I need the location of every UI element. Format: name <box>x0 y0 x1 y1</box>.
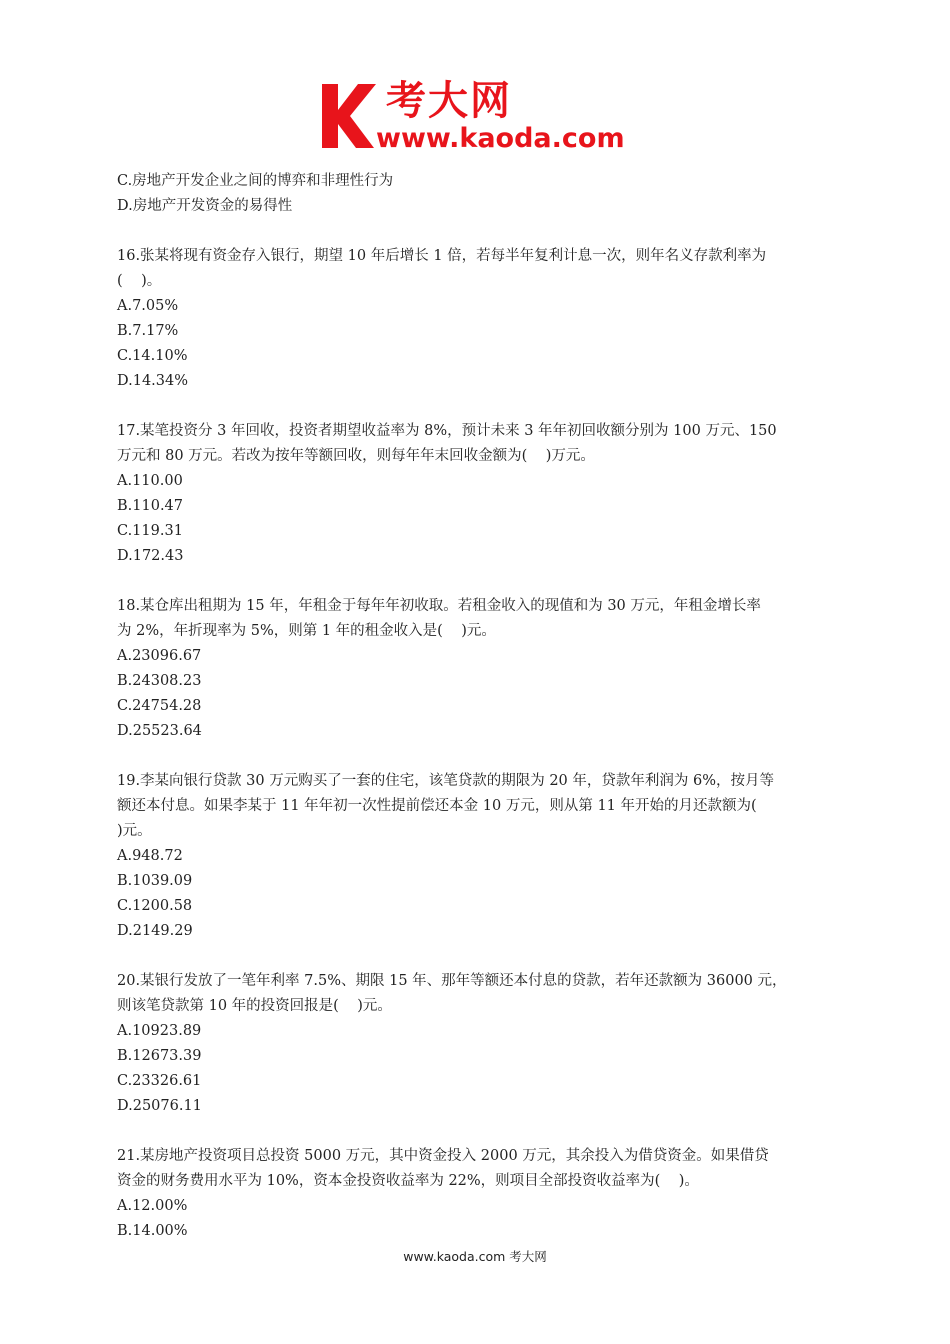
question-text: 额还本付息。如果李某于 11 年年初一次性提前偿还本金 10 万元，则从第 11 年开始的月还款额为( <box>117 798 757 814</box>
option-line: C.24754.28 <box>117 698 202 714</box>
question-text: )元。 <box>117 823 152 839</box>
option-line: B.14.00% <box>117 1223 188 1239</box>
question-18 <box>117 594 837 744</box>
question-text: ( )。 <box>117 273 162 289</box>
option-line: B.24308.23 <box>117 673 202 689</box>
option-line: C.14.10% <box>117 348 188 364</box>
page-footer: www.kaoda.com 考大网 <box>403 1249 547 1264</box>
question-text: 16.张某将现有资金存入银行，期望 10 年后增长 1 倍，若每半年复利计息一次，则年名义存款利率为 <box>117 248 767 264</box>
option-line: B.1039.09 <box>117 873 193 889</box>
question-text: 19.李某向银行贷款 30 万元购买了一套的住宅，该笔贷款的期限为 20 年，贷款年利润为 6%，按月等 <box>117 773 775 789</box>
document-body <box>117 169 837 1244</box>
kaoda-logo <box>318 78 638 158</box>
question-text: 17.某笔投资分 3 年回收，投资者期望收益率为 8%，预计未来 3 年年初回收额分别为 100 万元、150 <box>117 423 777 439</box>
question-text: 则该笔贷款第 10 年的投资回报是( )元。 <box>117 998 392 1014</box>
k-logo-icon <box>318 80 378 152</box>
option-line: D.172.43 <box>117 548 184 564</box>
option-line: A.7.05% <box>117 298 179 314</box>
option-line: B.110.47 <box>117 498 184 514</box>
question-20 <box>117 969 837 1119</box>
question-text: 万元和 80 万元。若改为按年等额回收，则每年年末回收金额为( )万元。 <box>117 448 595 464</box>
question-text: 18.某仓库出租期为 15 年，年租金于每年年初收取。若租金收入的现值和为 30 万元，年租金增长率 <box>117 598 761 614</box>
question-text: 为 2%，年折现率为 5%，则第 1 年的租金收入是( )元。 <box>117 623 496 639</box>
question-text: 21.某房地产投资项目总投资 5000 万元，其中资金投入 2000 万元，其余投入为借贷资金。如果借贷 <box>117 1148 769 1164</box>
option-line: D.25523.64 <box>117 723 202 739</box>
logo-title: 考大网 <box>386 78 512 124</box>
option-line: B.12673.39 <box>117 1048 202 1064</box>
option-line: A.23096.67 <box>117 648 202 664</box>
option-line: C.119.31 <box>117 523 183 539</box>
option-line: C.23326.61 <box>117 1073 202 1089</box>
option-line: D.25076.11 <box>117 1098 202 1114</box>
option-line: D.房地产开发资金的易得性 <box>117 198 293 214</box>
option-line: D.2149.29 <box>117 923 193 939</box>
option-line: C.房地产开发企业之间的博弈和非理性行为 <box>117 173 394 189</box>
option-line: A.10923.89 <box>117 1023 202 1039</box>
option-line: B.7.17% <box>117 323 179 339</box>
question-21 <box>117 1144 837 1244</box>
option-line: C.1200.58 <box>117 898 193 914</box>
question-19 <box>117 769 837 944</box>
logo-url: www.kaoda.com <box>376 123 625 154</box>
question-17 <box>117 419 837 569</box>
question-text: 资金的财务费用水平为 10%，资本金投资收益率为 22%，则项目全部投资收益率为( )。 <box>117 1173 699 1189</box>
leading-options <box>117 169 837 219</box>
question-text: 20.某银行发放了一笔年利率 7.5%、期限 15 年、那年等额还本付息的贷款，若年还款额为 36000 元， <box>117 973 787 989</box>
option-line: A.12.00% <box>117 1198 188 1214</box>
option-line: A.110.00 <box>117 473 183 489</box>
question-16 <box>117 244 837 394</box>
option-line: D.14.34% <box>117 373 189 389</box>
option-line: A.948.72 <box>117 848 183 864</box>
